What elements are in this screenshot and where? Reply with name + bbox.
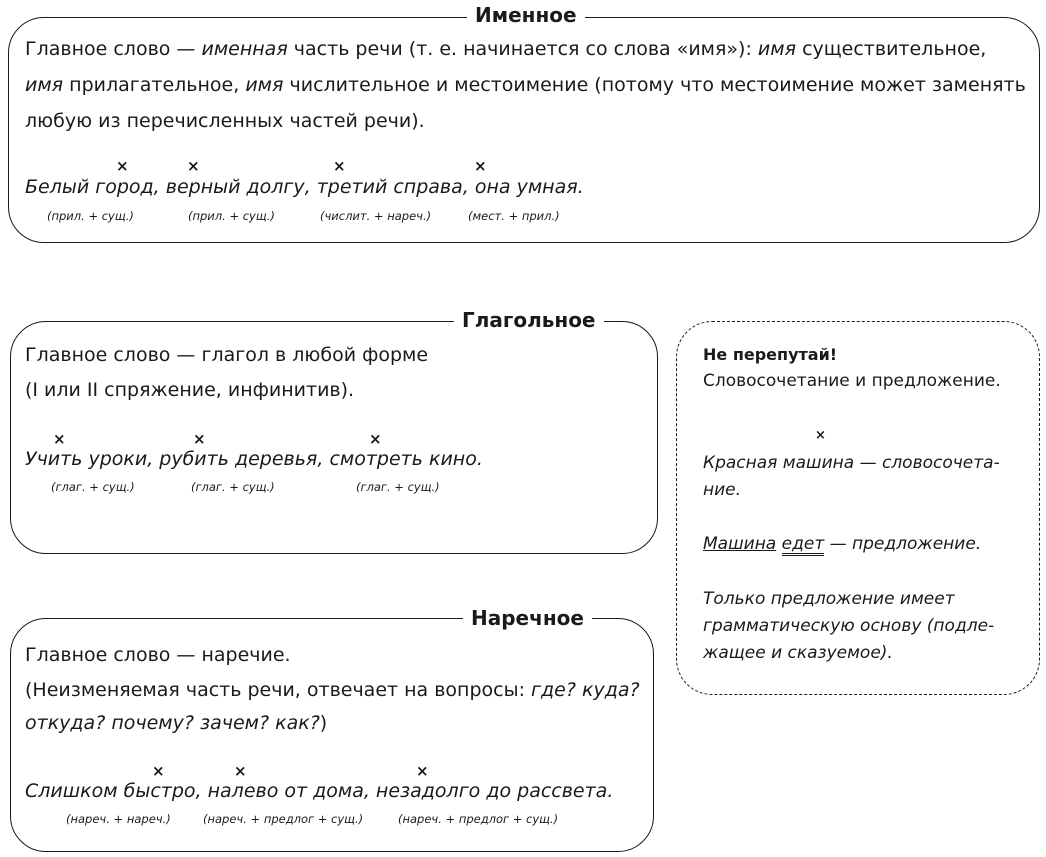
main-word-mark: ×: [416, 762, 429, 780]
adverbial-definition-line-1: Главное слово — наречие.: [25, 644, 291, 666]
main-word-mark: ×: [152, 762, 165, 780]
example-caption: (прил. + сущ.): [188, 209, 275, 223]
verbal-definition-line-1: Главное слово — глагол в любой форме: [25, 344, 429, 366]
example-caption: (глаг. + сущ.): [51, 480, 135, 494]
example-caption: (нареч. + предлог + сущ.): [398, 812, 559, 826]
note-example-1-line-2: ние.: [703, 480, 742, 500]
note-rule-line-1: Только предложение имеет: [703, 589, 955, 609]
main-word-mark: ×: [193, 430, 206, 448]
adverbial-questions-1: где? куда?: [531, 679, 640, 701]
adverbial-definition-line-2: [25, 678, 640, 702]
nominal-definition-line-3: любую из перечисленных частей речи).: [25, 110, 425, 132]
note-rule-line-3: жащее и сказуемое).: [703, 643, 893, 663]
main-word-mark: ×: [234, 762, 247, 780]
emphasis-text: именная: [201, 38, 288, 60]
note-example-2-rest: — предложение.: [824, 534, 982, 554]
example-caption: (глаг. + сущ.): [356, 480, 440, 494]
adverbial-questions-2: откуда? почему? зачем? как?: [25, 712, 320, 734]
sentence-predicate: едет: [781, 534, 825, 554]
adverbial-line-2-text: (Неизменяемая часть речи, отвечает на вопросы:: [25, 679, 532, 701]
verbal-title: Глагольное: [454, 308, 604, 332]
text-segment: часть речи (т. е. начинается со слова «имя»):: [287, 38, 758, 60]
adverbial-example: Слишком быстро, налево от дома, незадолго до рассвета.: [25, 780, 614, 802]
sentence-subject: Машина: [703, 534, 777, 554]
main-word-mark: ×: [187, 157, 200, 175]
main-word-mark: ×: [815, 428, 826, 443]
example-caption: (прил. + сущ.): [47, 209, 134, 223]
note-example-2: [703, 533, 981, 556]
note-subtitle: Словосочетание и предложение.: [703, 371, 1001, 391]
emphasis-text: имя: [757, 38, 797, 60]
text-segment: числительное и местоимение (потому что местоимение может заменять: [283, 74, 1026, 96]
text-segment: существительное,: [796, 38, 987, 60]
adverbial-definition-line-3: [25, 711, 327, 735]
example-caption: (мест. + прил.): [468, 209, 560, 223]
main-word-mark: ×: [369, 430, 382, 448]
main-word-mark: ×: [116, 157, 129, 175]
note-example-1-line-1: Красная машина — словосочета-: [703, 453, 1000, 473]
emphasis-text: имя: [25, 74, 64, 96]
example-caption: (нареч. + предлог + сущ.): [203, 812, 364, 826]
example-caption: (нареч. + нареч.): [66, 812, 171, 826]
note-title: Не перепутай!: [703, 345, 838, 364]
text-segment: Главное слово —: [25, 38, 202, 60]
main-word-mark: ×: [53, 430, 66, 448]
note-rule-line-2: грамматическую основу (подле-: [703, 616, 995, 636]
example-caption: (глаг. + сущ.): [191, 480, 275, 494]
nominal-title: Именное: [467, 3, 585, 27]
main-word-mark: ×: [474, 157, 487, 175]
text-segment: прилагательное,: [63, 74, 246, 96]
nominal-definition-line-1: [25, 37, 986, 61]
verbal-example: Учить уроки, рубить деревья, смотреть кино.: [25, 448, 483, 470]
nominal-example: Белый город, верный долгу, третий справа, она умная.: [25, 176, 584, 198]
adverbial-title: Наречное: [463, 606, 592, 630]
verbal-definition-line-2: (I или II спряжение, инфинитив).: [25, 379, 355, 401]
example-caption: (числит. + нареч.): [320, 209, 432, 223]
nominal-definition-line-2: [25, 73, 1026, 97]
emphasis-text: имя: [245, 74, 284, 96]
adverbial-line-3-paren: ): [319, 712, 328, 734]
main-word-mark: ×: [333, 157, 346, 175]
